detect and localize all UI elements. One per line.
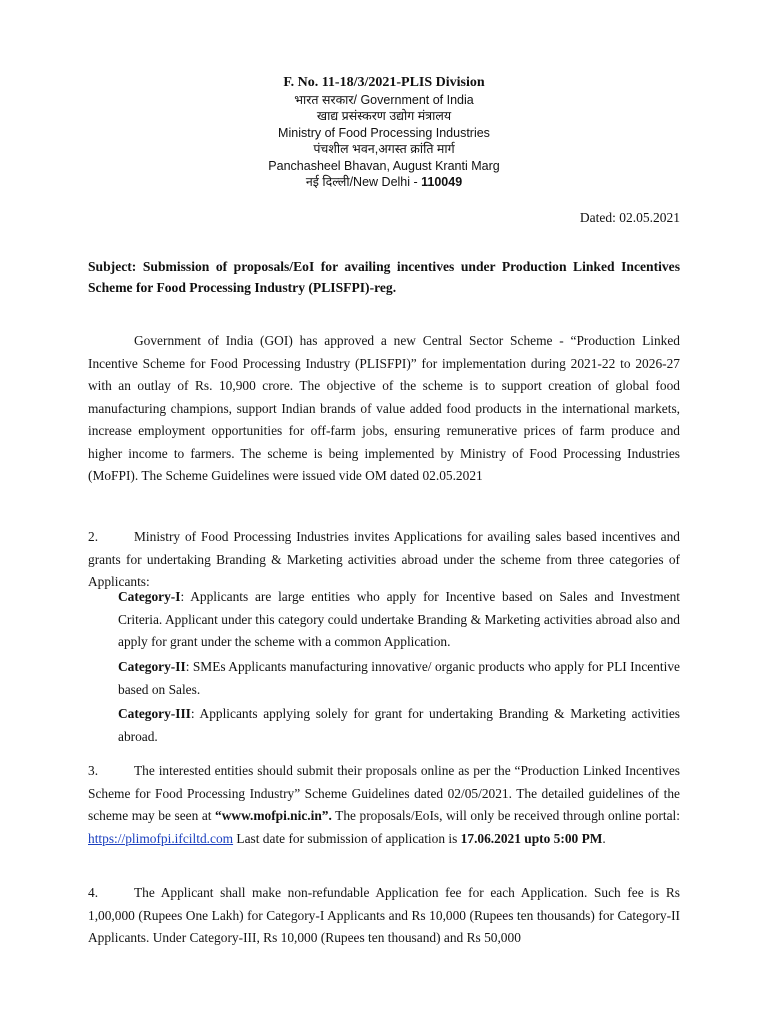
subject-line: Subject: Submission of proposals/EoI for availing incentives under Production Linked Incentives Scheme for Food Processing Industry (PLISFPI)-reg. <box>88 259 680 295</box>
category-label: Category-II <box>118 659 186 674</box>
category-text: : Applicants applying solely for grant for undertaking Branding & Marketing activities abroad. <box>118 706 680 744</box>
category-text: : SMEs Applicants manufacturing innovative/ organic products who apply for PLI Incentive based on Sales. <box>118 659 680 697</box>
paragraph-number: 2. <box>88 529 99 544</box>
category-3-item <box>118 703 680 748</box>
letterhead-line-govt: भारत सरकार/ Government of India <box>294 93 474 107</box>
letterhead-line-address: Panchasheel Bhavan, August Kranti Marg <box>268 158 500 173</box>
letterhead-line-ministry: Ministry of Food Processing Industries <box>278 125 490 140</box>
category-2-item <box>118 656 680 701</box>
deadline: 17.06.2021 upto 5:00 PM <box>460 830 603 846</box>
paragraph-2 <box>88 526 680 594</box>
website-reference: “www.mofpi.nic.in”. <box>215 808 332 823</box>
portal-link[interactable]: https://plimofpi.ifciltd.com <box>88 830 234 846</box>
letter-date: Dated: 02.05.2021 <box>579 210 680 225</box>
paragraph-text: Ministry of Food Processing Industries invites Applications for availing sales based incentives and grants for undertaking Branding & Marketing activities abroad under the scheme from three categories of Applicants: <box>88 529 680 589</box>
paragraph-3: 3. The interested entities should submit their proposals online as per the “Production Linked Incentives Scheme for Food Processing Industry” Scheme Guidelines dated 02/05/2021. The detailed guidelines of the scheme may be seen at “www.mofpi.nic.in”. The proposals/EoIs, will only be received through online portal: https://plimofpi.ifciltd.com Last date for submission of application is 17.06.2021 upto 5:00 PM. <box>88 760 680 850</box>
category-1-item <box>118 586 680 654</box>
letterhead <box>0 74 768 190</box>
paragraph-number: 4. <box>88 885 99 900</box>
letterhead-line-city: नई दिल्ली/New Delhi - 110049 <box>305 175 463 190</box>
pin-code: 110049 <box>421 175 463 190</box>
paragraph-text: The Applicant shall make non-refundable Application fee for each Application. Such fee is Rs 1,00,000 (Rupees One Lakh) for Category-I Applicants and Rs 10,000 (Rupees ten thousands) for Category-II Applicants. Under Category-III, Rs 10,000 (Rupees ten thousand) and Rs 50,000 <box>88 885 680 945</box>
category-label: Category-I <box>118 589 181 604</box>
category-label: Category-III <box>118 706 191 721</box>
letterhead-line-address-hindi: पंचशील भवन,अगस्त क्रांति मार्ग <box>313 142 455 157</box>
paragraph-1: Government of India (GOI) has approved a new Central Sector Scheme - “Production Linked Incentive Scheme for Food Processing Industry (PLISFPI)” for implementation during 2021-22 to 2026-27 with an outlay of Rs. 10,900 crore. The objective of the scheme is to support creation of global food manufacturing champions, support Indian brands of value added food products in the international markets, increase employment opportunities for off-farm jobs, ensuring remunerative prices of farm produce and higher income to farmers. The scheme is being implemented by Ministry of Food Processing Industries (MoFPI). The Scheme Guidelines were issued vide OM dated 02.05.2021 <box>88 333 680 483</box>
paragraph-number: 3. <box>88 763 99 778</box>
letterhead-line-ministry-hindi: खाद्य प्रसंस्करण उद्योग मंत्रालय <box>316 109 452 124</box>
file-number: F. No. 11-18/3/2021-PLIS Division <box>283 75 485 90</box>
paragraph-4 <box>88 882 680 950</box>
category-text: : Applicants are large entities who apply for Incentive based on Sales and Investment Criteria. Applicant under this category could undertake Branding & Marketing activities abroad also and apply for grant under the scheme with a common Application. <box>118 589 680 649</box>
